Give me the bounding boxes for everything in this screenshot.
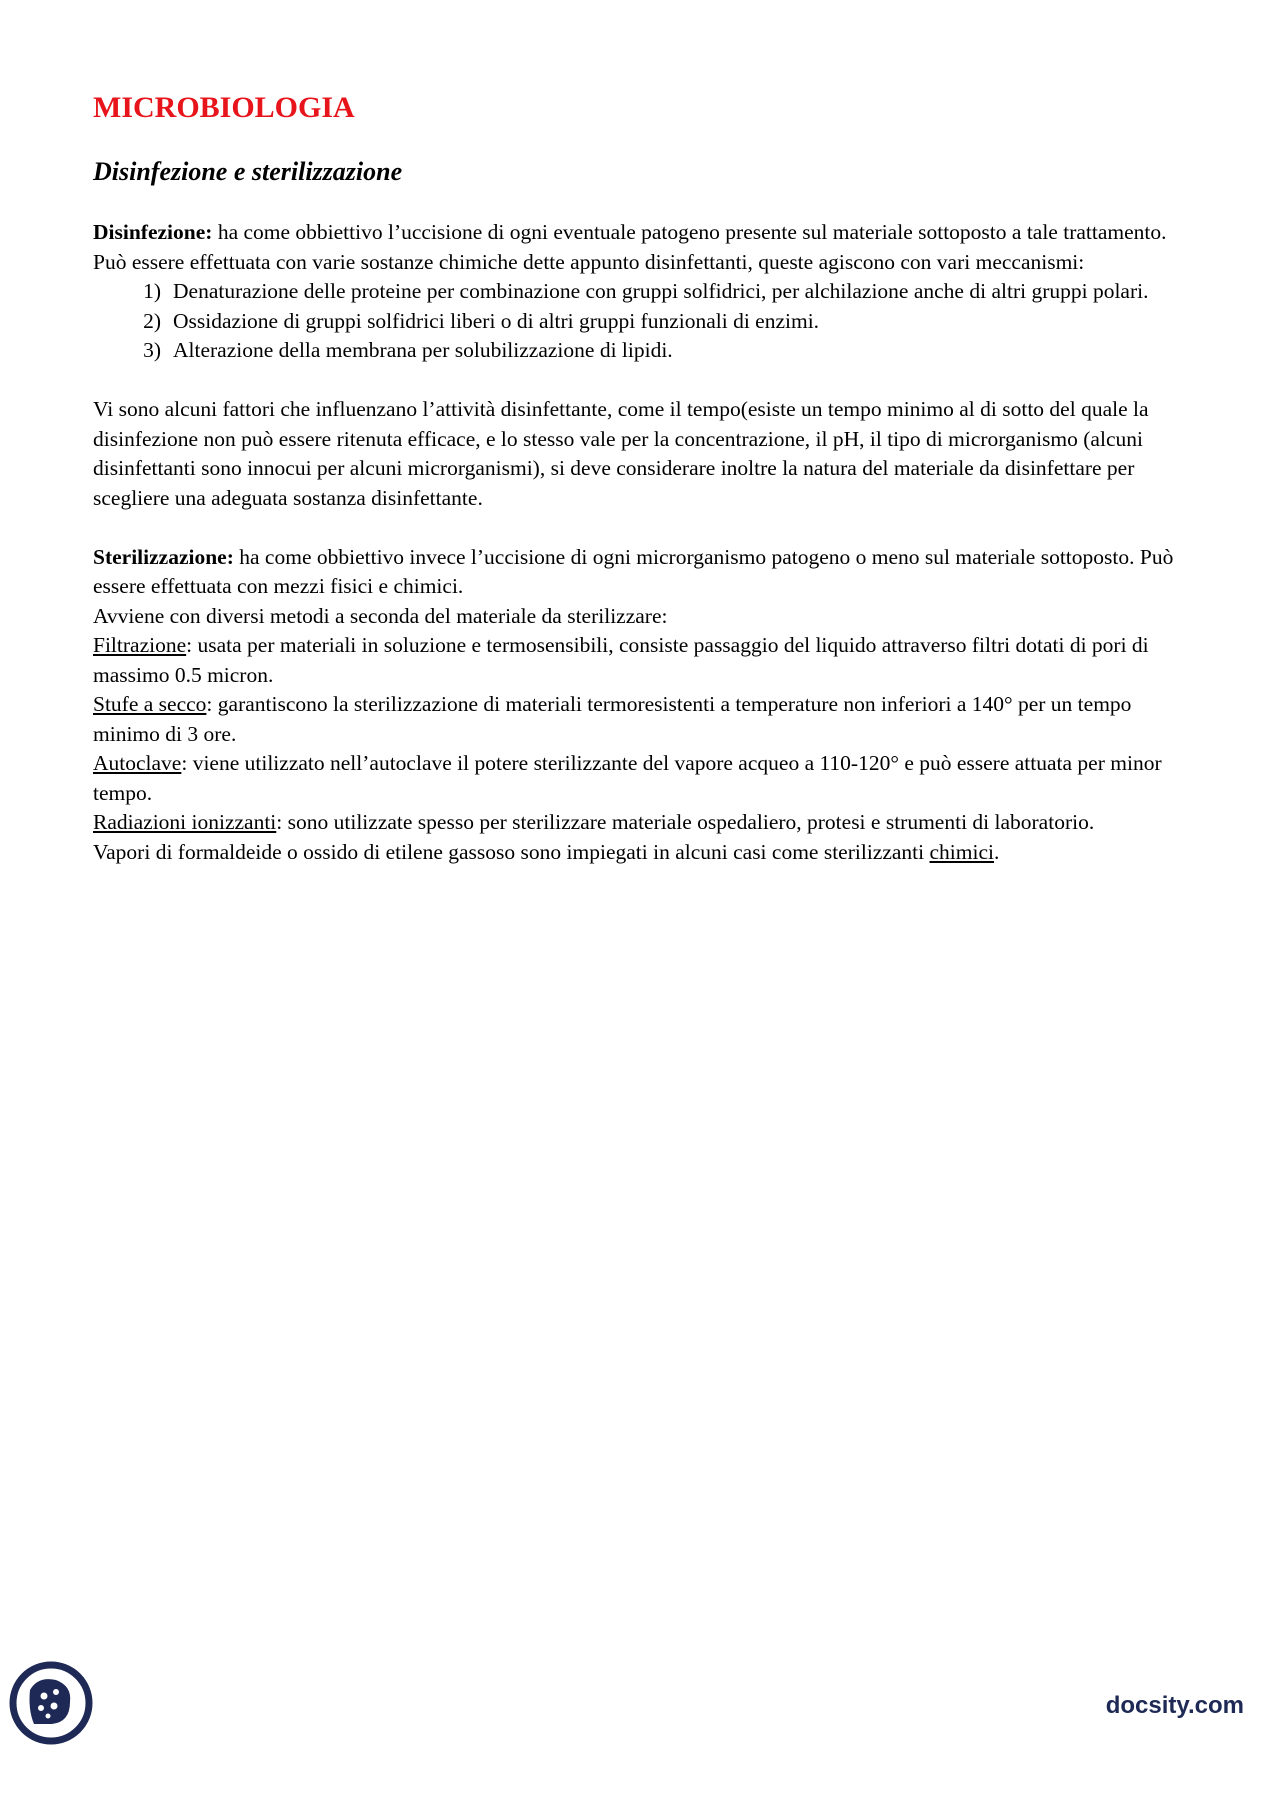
- method-text: : usata per materiali in soluzione e termosensibili, consiste passaggio del liquido attraverso filtri dotati di pori di massimo 0.5 micron.: [93, 633, 1149, 687]
- disinfezione-label: Disinfezione:: [93, 220, 213, 244]
- sterilizzazione-label: Sterilizzazione:: [93, 544, 234, 569]
- document-page: [93, 90, 1203, 867]
- method-stufe: [93, 690, 1203, 749]
- chimici-link: chimici: [929, 839, 994, 864]
- mechanisms-list: [93, 277, 1203, 366]
- disinfezione-text: ha come obbiettivo l’uccisione di ogni eventuale patogeno presente sul materiale sottoposto a tale trattamento.: [212, 220, 1167, 244]
- list-item-number: 2): [143, 308, 161, 333]
- list-item: [93, 336, 1203, 366]
- method-text: : sono utilizzate spesso per sterilizzare materiale ospedaliero, protesi e strumenti di laboratorio.: [276, 810, 1095, 834]
- page-title: MICROBIOLOGIA: [93, 91, 355, 124]
- method-name: Filtrazione: [93, 633, 187, 657]
- list-item: [93, 277, 1203, 307]
- list-item-text: Ossidazione di gruppi solfidrici liberi o di altri gruppi funzionali di enzimi.: [173, 308, 820, 333]
- list-item-number: 1): [143, 279, 161, 303]
- disinfezione-paragraph: [93, 218, 1203, 248]
- method-text: : garantiscono la sterilizzazione di materiali termoresistenti a temperature non inferiori a 140° per un tempo minimo di 3 ore.: [93, 692, 1132, 746]
- method-name: Radiazioni ionizzanti: [93, 810, 277, 834]
- sterilizzazione-text-2: Avviene con diversi metodi a seconda del materiale da sterilizzare:: [93, 603, 668, 628]
- section-subtitle: Disinfezione e sterilizzazione: [93, 157, 403, 186]
- vapori-paragraph: [93, 838, 1203, 868]
- vapori-end: .: [994, 839, 1000, 864]
- vapori-text: Vapori di formaldeide o ossido di etilene gassoso sono impiegati in alcuni casi come sterilizzanti: [93, 839, 930, 864]
- list-item-text: Denaturazione delle proteine per combinazione con gruppi solfidrici, per alchilazione anche di altri gruppi polari.: [173, 279, 1149, 303]
- list-item-text: Alterazione della membrana per solubilizzazione di lipidi.: [173, 338, 673, 362]
- list-item-number: 3): [143, 338, 161, 362]
- fattori-paragraph: Vi sono alcuni fattori che influenzano l’attività disinfettante, come il tempo(esiste un tempo minimo al di sotto del quale la disinfezione non può essere ritenuta efficace, e lo stesso vale per la concentrazione, il pH, il tipo di microrganismo (alcuni disinfettanti sono innocui per alcuni microrganismi), si deve considerare inoltre la natura del materiale da disinfettare per scegliere una adeguata sostanza disinfettante.: [93, 397, 1149, 510]
- method-autoclave: [93, 749, 1203, 808]
- method-name: Autoclave: [93, 751, 182, 775]
- method-filtrazione: [93, 631, 1203, 690]
- list-item: [93, 307, 1203, 337]
- sterilizzazione-paragraph: [93, 543, 1203, 602]
- sterilizzazione-text: ha come obbiettivo invece l’uccisione di ogni microrganismo patogeno o meno sul materiale sottoposto. Può essere effettuata con mezzi fisici e chimici.: [93, 544, 1174, 598]
- method-radiazioni: [93, 808, 1203, 838]
- method-text: : viene utilizzato nell’autoclave il potere sterilizzante del vapore acqueo a 110-120° e può essere attuata per minor tempo.: [93, 751, 1162, 805]
- docsity-brand-link[interactable]: docsity.com: [1105, 1692, 1244, 1719]
- method-name: Stufe a secco: [93, 692, 207, 716]
- disinfezione-text-2: Può essere effettuata con varie sostanze chimiche dette appunto disinfettanti, queste agiscono con vari meccanismi:: [93, 249, 1085, 274]
- docsity-logo-icon[interactable]: [8, 1660, 94, 1746]
